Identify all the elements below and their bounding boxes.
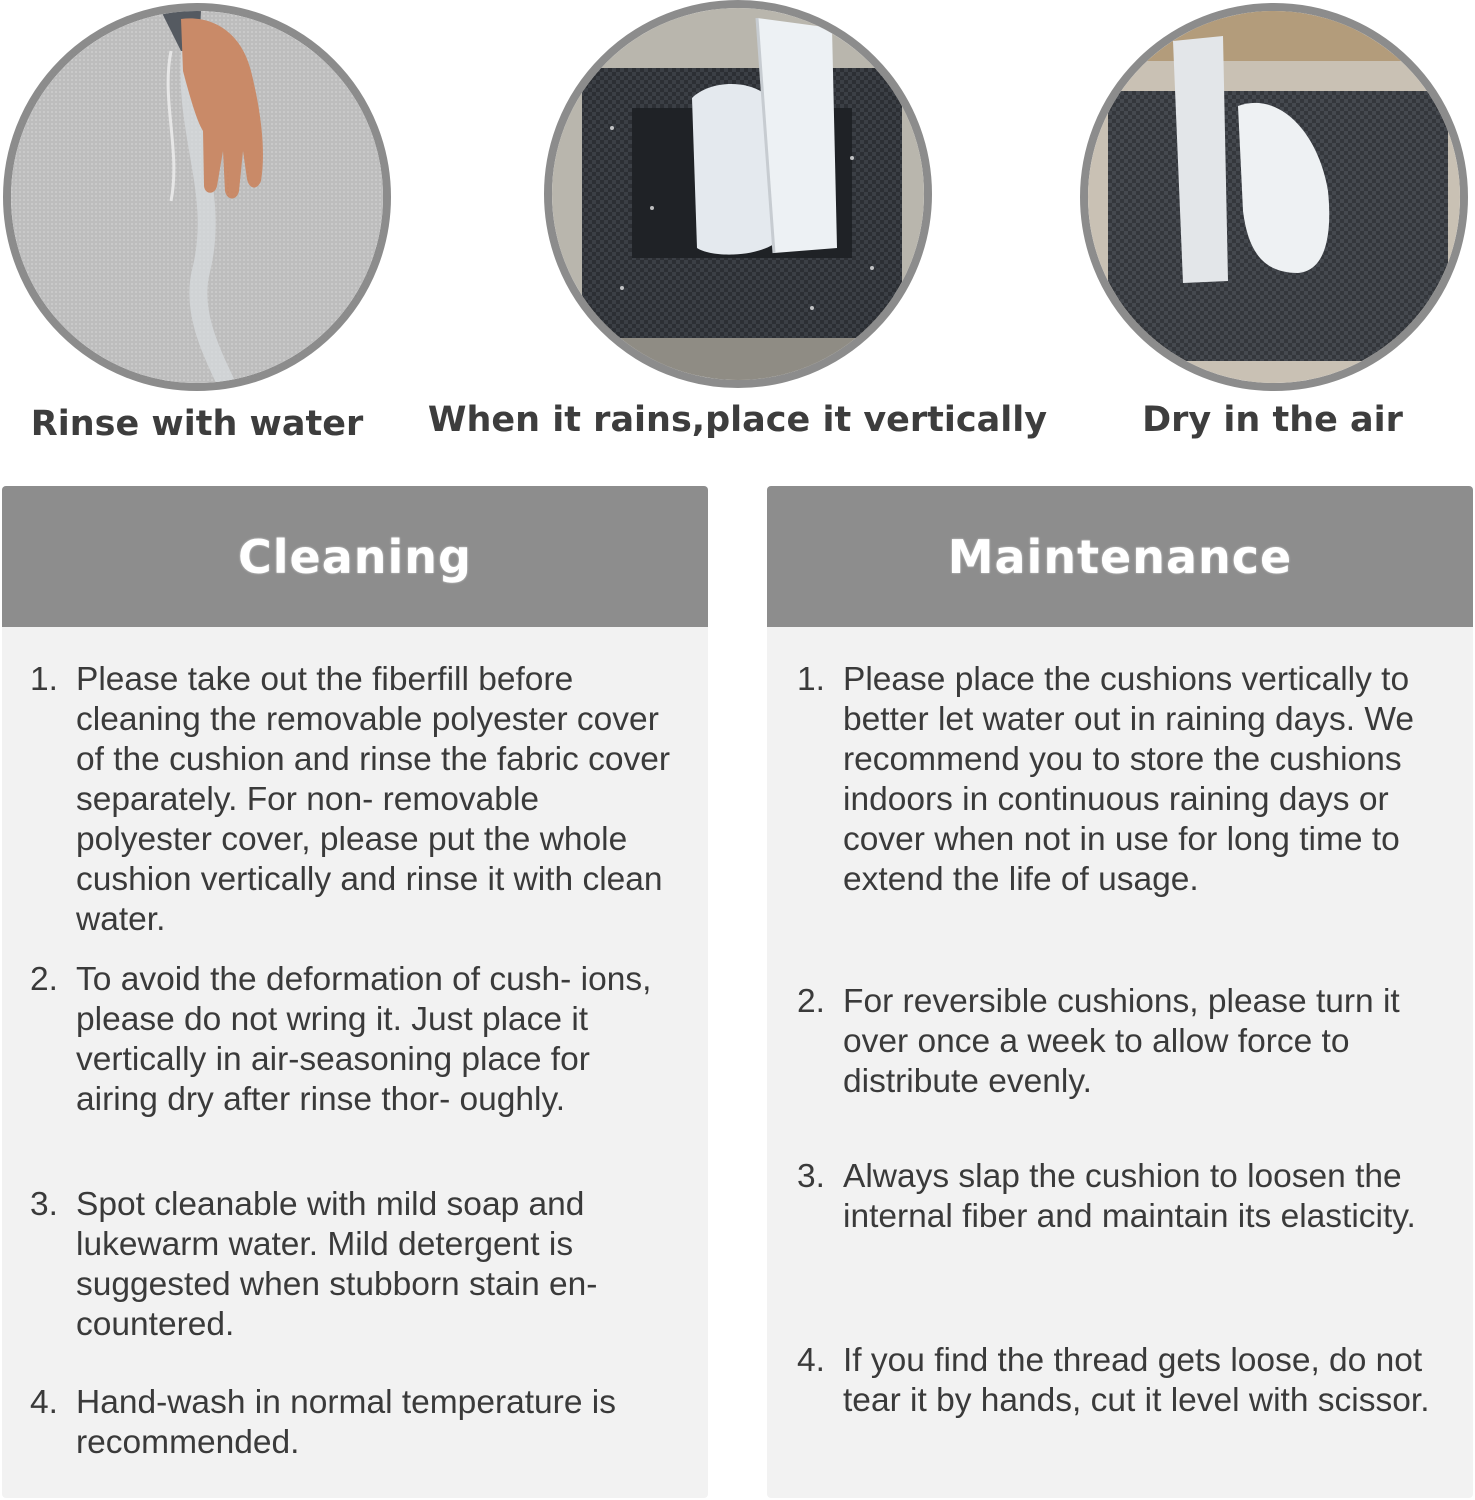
list-item-number: 2.: [797, 983, 825, 1020]
list-item-text: To avoid the deformation of cush- ions, please do not wring it. Just place it vertically in air-seasoning place for airing dry after rinse thor- oughly.: [76, 961, 652, 1118]
maintenance-panel-header: [767, 486, 1473, 627]
list-item-text: Hand-wash in normal temperature is recommended.: [76, 1384, 616, 1461]
list-item-number: 1.: [30, 661, 58, 698]
list-item-number: 3.: [797, 1158, 825, 1195]
list-item: [797, 1157, 1457, 1237]
list-item: [797, 982, 1457, 1102]
list-item-number: 2.: [30, 961, 58, 998]
step-caption-rain: When it rains,place it vertically: [427, 400, 1048, 440]
list-item: [30, 960, 680, 1120]
list-item: [30, 660, 680, 940]
cleaning-panel: [2, 486, 708, 1498]
list-item-number: 4.: [30, 1384, 58, 1421]
list-item: [797, 660, 1467, 900]
cleaning-panel-header: [2, 486, 708, 627]
step-caption-dry: Dry in the air: [1142, 400, 1403, 440]
list-item: [30, 1383, 700, 1463]
list-item-text: Please take out the fiberfill before cleaning the removable polyester cover of the cushion and rinse the fabric cover separately. For non- removable polyester cover, please put the whole cushion vertically and rinse it with clean water.: [76, 661, 671, 938]
cleaning-title: Cleaning: [238, 529, 472, 584]
list-item-number: 1.: [797, 661, 825, 698]
maintenance-title: Maintenance: [947, 529, 1293, 584]
list-item-text: Always slap the cushion to loosen the internal fiber and maintain its elasticity.: [843, 1158, 1416, 1235]
step-caption-rinse: Rinse with water: [30, 404, 364, 444]
list-item-number: 4.: [797, 1342, 825, 1379]
list-item: [797, 1341, 1457, 1421]
list-item-text: Spot cleanable with mild soap and lukewarm water. Mild detergent is suggested when stubborn stain en- countered.: [76, 1186, 598, 1343]
hand-rinsing-fabric-photo: [3, 3, 391, 391]
list-item-text: Please place the cushions vertically to better let water out in raining days. We recommend you to store the cushions indoors in continuous raining days or cover when not in use for long time to extend the life of usage.: [843, 661, 1415, 898]
maintenance-panel: [767, 486, 1473, 1498]
list-item: [30, 1185, 680, 1345]
cushions-vertical-on-chair-in-rain-photo: [544, 0, 932, 388]
list-item-text: If you find the thread gets loose, do not tear it by hands, cut it level with scissor.: [843, 1342, 1430, 1419]
cushions-drying-on-chair-photo: [1080, 3, 1468, 391]
list-item-number: 3.: [30, 1186, 58, 1223]
list-item-text: For reversible cushions, please turn it over once a week to allow force to distribute evenly.: [843, 983, 1400, 1100]
